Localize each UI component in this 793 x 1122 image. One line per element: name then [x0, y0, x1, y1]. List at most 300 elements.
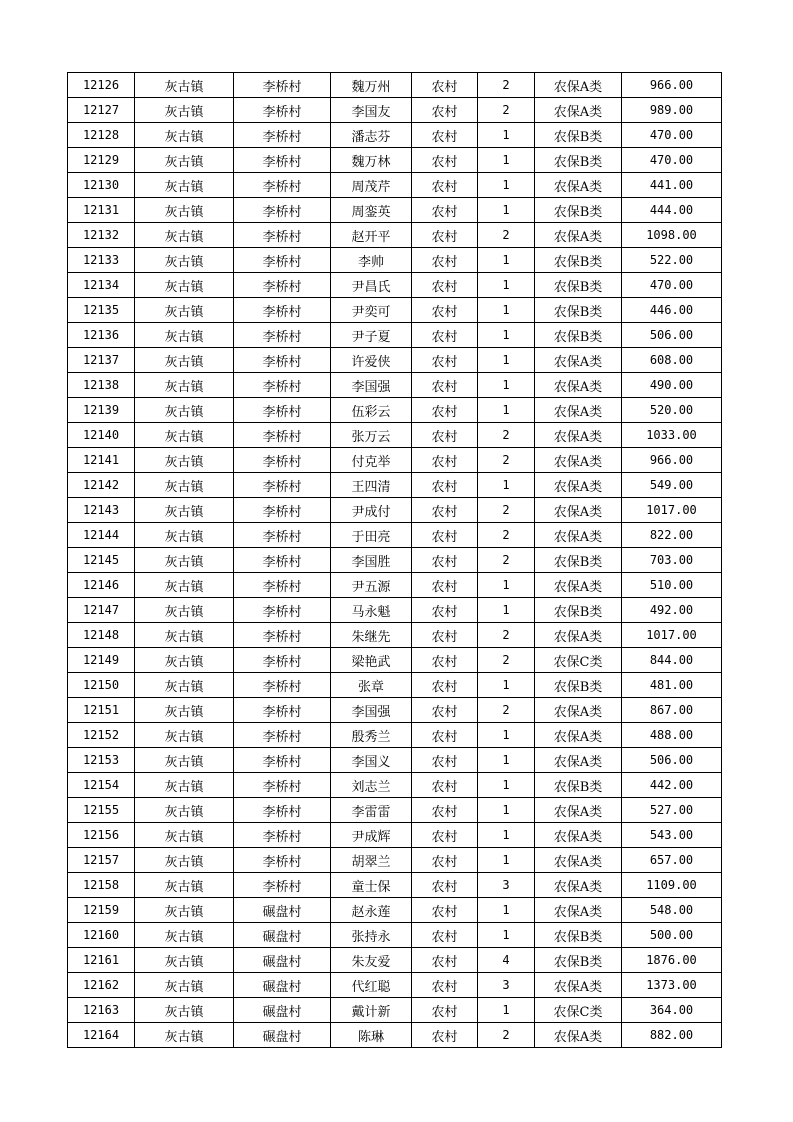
- village-cell: 碾盘村: [234, 923, 331, 948]
- table-row: [68, 248, 722, 273]
- village-cell: 碾盘村: [234, 998, 331, 1023]
- village-cell: 李桥村: [234, 273, 331, 298]
- person-count-cell: 1: [478, 148, 535, 173]
- name-cell: 赵开平: [331, 223, 412, 248]
- town-cell: 灰古镇: [135, 523, 234, 548]
- person-count-cell: 2: [478, 498, 535, 523]
- insurance-category-cell: 农保A类: [535, 873, 622, 898]
- town-cell: 灰古镇: [135, 623, 234, 648]
- insurance-category-cell: 农保A类: [535, 348, 622, 373]
- area-type-cell: 农村: [412, 948, 478, 973]
- name-cell: 李国义: [331, 748, 412, 773]
- table-row: [68, 973, 722, 998]
- insurance-category-cell: 农保A类: [535, 1023, 622, 1048]
- insurance-category-cell: 农保B类: [535, 923, 622, 948]
- name-cell: 魏万林: [331, 148, 412, 173]
- name-cell: 尹成辉: [331, 823, 412, 848]
- insurance-category-cell: 农保B类: [535, 198, 622, 223]
- record-id-cell: 12134: [68, 273, 135, 298]
- amount-cell: 490.00: [622, 373, 722, 398]
- town-cell: 灰古镇: [135, 723, 234, 748]
- table-row: [68, 448, 722, 473]
- insurance-category-cell: 农保A类: [535, 848, 622, 873]
- village-cell: 碾盘村: [234, 898, 331, 923]
- name-cell: 李国友: [331, 98, 412, 123]
- record-id-cell: 12162: [68, 973, 135, 998]
- area-type-cell: 农村: [412, 848, 478, 873]
- record-id-cell: 12164: [68, 1023, 135, 1048]
- table-row: [68, 323, 722, 348]
- area-type-cell: 农村: [412, 423, 478, 448]
- amount-cell: 506.00: [622, 748, 722, 773]
- record-id-cell: 12155: [68, 798, 135, 823]
- insurance-category-cell: 农保C类: [535, 998, 622, 1023]
- village-cell: 李桥村: [234, 723, 331, 748]
- record-id-cell: 12147: [68, 598, 135, 623]
- table-row: [68, 673, 722, 698]
- town-cell: 灰古镇: [135, 1023, 234, 1048]
- area-type-cell: 农村: [412, 523, 478, 548]
- town-cell: 灰古镇: [135, 673, 234, 698]
- village-cell: 李桥村: [234, 398, 331, 423]
- insurance-category-cell: 农保B类: [535, 148, 622, 173]
- name-cell: 童士保: [331, 873, 412, 898]
- table-row: [68, 273, 722, 298]
- person-count-cell: 1: [478, 373, 535, 398]
- area-type-cell: 农村: [412, 473, 478, 498]
- record-id-cell: 12126: [68, 73, 135, 98]
- area-type-cell: 农村: [412, 498, 478, 523]
- area-type-cell: 农村: [412, 173, 478, 198]
- person-count-cell: 1: [478, 298, 535, 323]
- area-type-cell: 农村: [412, 298, 478, 323]
- record-id-cell: 12129: [68, 148, 135, 173]
- area-type-cell: 农村: [412, 123, 478, 148]
- record-id-cell: 12133: [68, 248, 135, 273]
- table-row: [68, 598, 722, 623]
- person-count-cell: 1: [478, 173, 535, 198]
- name-cell: 尹子夏: [331, 323, 412, 348]
- name-cell: 李雷雷: [331, 798, 412, 823]
- insurance-category-cell: 农保B类: [535, 773, 622, 798]
- record-id-cell: 12148: [68, 623, 135, 648]
- village-cell: 李桥村: [234, 473, 331, 498]
- record-id-cell: 12128: [68, 123, 135, 148]
- area-type-cell: 农村: [412, 198, 478, 223]
- person-count-cell: 2: [478, 423, 535, 448]
- name-cell: 尹成付: [331, 498, 412, 523]
- village-cell: 李桥村: [234, 498, 331, 523]
- town-cell: 灰古镇: [135, 898, 234, 923]
- town-cell: 灰古镇: [135, 123, 234, 148]
- person-count-cell: 1: [478, 248, 535, 273]
- record-id-cell: 12131: [68, 198, 135, 223]
- name-cell: 代红聪: [331, 973, 412, 998]
- record-id-cell: 12160: [68, 923, 135, 948]
- person-count-cell: 2: [478, 223, 535, 248]
- town-cell: 灰古镇: [135, 573, 234, 598]
- person-count-cell: 1: [478, 998, 535, 1023]
- area-type-cell: 农村: [412, 98, 478, 123]
- amount-cell: 822.00: [622, 523, 722, 548]
- village-cell: 李桥村: [234, 598, 331, 623]
- village-cell: 李桥村: [234, 523, 331, 548]
- town-cell: 灰古镇: [135, 548, 234, 573]
- insurance-category-cell: 农保A类: [535, 423, 622, 448]
- table-row: [68, 773, 722, 798]
- record-id-cell: 12140: [68, 423, 135, 448]
- town-cell: 灰古镇: [135, 698, 234, 723]
- table-row: [68, 698, 722, 723]
- name-cell: 张章: [331, 673, 412, 698]
- area-type-cell: 农村: [412, 548, 478, 573]
- name-cell: 付克举: [331, 448, 412, 473]
- amount-cell: 441.00: [622, 173, 722, 198]
- insurance-category-cell: 农保A类: [535, 398, 622, 423]
- town-cell: 灰古镇: [135, 748, 234, 773]
- person-count-cell: 1: [478, 473, 535, 498]
- amount-cell: 364.00: [622, 998, 722, 1023]
- amount-cell: 444.00: [622, 198, 722, 223]
- record-id-cell: 12158: [68, 873, 135, 898]
- person-count-cell: 1: [478, 798, 535, 823]
- amount-cell: 1876.00: [622, 948, 722, 973]
- town-cell: 灰古镇: [135, 248, 234, 273]
- insurance-category-cell: 农保A类: [535, 523, 622, 548]
- person-count-cell: 1: [478, 898, 535, 923]
- village-cell: 李桥村: [234, 673, 331, 698]
- amount-cell: 966.00: [622, 448, 722, 473]
- name-cell: 李帅: [331, 248, 412, 273]
- amount-cell: 657.00: [622, 848, 722, 873]
- insurance-category-cell: 农保A类: [535, 623, 622, 648]
- amount-cell: 703.00: [622, 548, 722, 573]
- town-cell: 灰古镇: [135, 598, 234, 623]
- village-cell: 李桥村: [234, 698, 331, 723]
- town-cell: 灰古镇: [135, 398, 234, 423]
- name-cell: 赵永莲: [331, 898, 412, 923]
- table-row: [68, 348, 722, 373]
- amount-cell: 446.00: [622, 298, 722, 323]
- insurance-category-cell: 农保A类: [535, 723, 622, 748]
- person-count-cell: 1: [478, 723, 535, 748]
- name-cell: 张持永: [331, 923, 412, 948]
- village-cell: 李桥村: [234, 573, 331, 598]
- area-type-cell: 农村: [412, 273, 478, 298]
- town-cell: 灰古镇: [135, 998, 234, 1023]
- table-row: [68, 998, 722, 1023]
- town-cell: 灰古镇: [135, 948, 234, 973]
- amount-cell: 481.00: [622, 673, 722, 698]
- name-cell: 殷秀兰: [331, 723, 412, 748]
- insurance-category-cell: 农保A类: [535, 798, 622, 823]
- record-id-cell: 12145: [68, 548, 135, 573]
- insurance-category-cell: 农保B类: [535, 323, 622, 348]
- amount-cell: 1033.00: [622, 423, 722, 448]
- record-id-cell: 12150: [68, 673, 135, 698]
- record-id-cell: 12130: [68, 173, 135, 198]
- amount-cell: 966.00: [622, 73, 722, 98]
- amount-cell: 522.00: [622, 248, 722, 273]
- area-type-cell: 农村: [412, 673, 478, 698]
- insurance-category-cell: 农保A类: [535, 98, 622, 123]
- record-id-cell: 12151: [68, 698, 135, 723]
- record-id-cell: 12127: [68, 98, 135, 123]
- town-cell: 灰古镇: [135, 423, 234, 448]
- insurance-category-cell: 农保B类: [535, 673, 622, 698]
- village-cell: 李桥村: [234, 348, 331, 373]
- insurance-category-cell: 农保A类: [535, 173, 622, 198]
- insurance-category-cell: 农保A类: [535, 823, 622, 848]
- person-count-cell: 3: [478, 973, 535, 998]
- table-row: [68, 723, 722, 748]
- record-id-cell: 12163: [68, 998, 135, 1023]
- amount-cell: 543.00: [622, 823, 722, 848]
- area-type-cell: 农村: [412, 648, 478, 673]
- amount-cell: 844.00: [622, 648, 722, 673]
- table-row: [68, 173, 722, 198]
- area-type-cell: 农村: [412, 373, 478, 398]
- amount-cell: 470.00: [622, 123, 722, 148]
- insurance-category-cell: 农保B类: [535, 548, 622, 573]
- record-id-cell: 12143: [68, 498, 135, 523]
- table-row: [68, 623, 722, 648]
- table-row: [68, 73, 722, 98]
- name-cell: 尹奕可: [331, 298, 412, 323]
- amount-cell: 549.00: [622, 473, 722, 498]
- person-count-cell: 1: [478, 398, 535, 423]
- insurance-category-cell: 农保B类: [535, 248, 622, 273]
- area-type-cell: 农村: [412, 973, 478, 998]
- table-row: [68, 823, 722, 848]
- person-count-cell: 1: [478, 573, 535, 598]
- town-cell: 灰古镇: [135, 848, 234, 873]
- table-row: [68, 798, 722, 823]
- insurance-category-cell: 农保A类: [535, 498, 622, 523]
- insurance-category-cell: 农保A类: [535, 223, 622, 248]
- village-cell: 李桥村: [234, 73, 331, 98]
- amount-cell: 1373.00: [622, 973, 722, 998]
- insurance-category-cell: 农保A类: [535, 473, 622, 498]
- record-id-cell: 12137: [68, 348, 135, 373]
- village-cell: 李桥村: [234, 548, 331, 573]
- record-id-cell: 12139: [68, 398, 135, 423]
- amount-cell: 882.00: [622, 1023, 722, 1048]
- amount-cell: 520.00: [622, 398, 722, 423]
- table-row: [68, 198, 722, 223]
- name-cell: 李国胜: [331, 548, 412, 573]
- person-count-cell: 1: [478, 123, 535, 148]
- name-cell: 王四清: [331, 473, 412, 498]
- table-row: [68, 923, 722, 948]
- village-cell: 李桥村: [234, 648, 331, 673]
- village-cell: 李桥村: [234, 98, 331, 123]
- person-count-cell: 4: [478, 948, 535, 973]
- table-row: [68, 398, 722, 423]
- insurance-category-cell: 农保B类: [535, 123, 622, 148]
- person-count-cell: 3: [478, 873, 535, 898]
- person-count-cell: 2: [478, 1023, 535, 1048]
- person-count-cell: 2: [478, 523, 535, 548]
- town-cell: 灰古镇: [135, 273, 234, 298]
- person-count-cell: 1: [478, 323, 535, 348]
- amount-cell: 500.00: [622, 923, 722, 948]
- area-type-cell: 农村: [412, 148, 478, 173]
- person-count-cell: 1: [478, 673, 535, 698]
- amount-cell: 867.00: [622, 698, 722, 723]
- insurance-category-cell: 农保B类: [535, 298, 622, 323]
- area-type-cell: 农村: [412, 823, 478, 848]
- record-id-cell: 12135: [68, 298, 135, 323]
- person-count-cell: 1: [478, 848, 535, 873]
- area-type-cell: 农村: [412, 998, 478, 1023]
- village-cell: 李桥村: [234, 848, 331, 873]
- table-row: [68, 748, 722, 773]
- amount-cell: 470.00: [622, 148, 722, 173]
- insurance-category-cell: 农保A类: [535, 898, 622, 923]
- village-cell: 李桥村: [234, 423, 331, 448]
- town-cell: 灰古镇: [135, 173, 234, 198]
- person-count-cell: 2: [478, 98, 535, 123]
- village-cell: 李桥村: [234, 373, 331, 398]
- area-type-cell: 农村: [412, 748, 478, 773]
- name-cell: 于田亮: [331, 523, 412, 548]
- area-type-cell: 农村: [412, 223, 478, 248]
- area-type-cell: 农村: [412, 448, 478, 473]
- town-cell: 灰古镇: [135, 973, 234, 998]
- table-row: [68, 148, 722, 173]
- area-type-cell: 农村: [412, 698, 478, 723]
- amount-cell: 492.00: [622, 598, 722, 623]
- record-id-cell: 12141: [68, 448, 135, 473]
- insurance-category-cell: 农保A类: [535, 973, 622, 998]
- village-cell: 李桥村: [234, 123, 331, 148]
- person-count-cell: 1: [478, 748, 535, 773]
- village-cell: 碾盘村: [234, 948, 331, 973]
- person-count-cell: 2: [478, 648, 535, 673]
- name-cell: 魏万州: [331, 73, 412, 98]
- amount-cell: 527.00: [622, 798, 722, 823]
- town-cell: 灰古镇: [135, 923, 234, 948]
- name-cell: 朱继先: [331, 623, 412, 648]
- name-cell: 胡翠兰: [331, 848, 412, 873]
- insurance-category-cell: 农保B类: [535, 273, 622, 298]
- amount-cell: 1017.00: [622, 623, 722, 648]
- record-id-cell: 12136: [68, 323, 135, 348]
- table-row: [68, 98, 722, 123]
- village-cell: 李桥村: [234, 798, 331, 823]
- town-cell: 灰古镇: [135, 773, 234, 798]
- records-table: [67, 72, 722, 1048]
- table-row: [68, 873, 722, 898]
- town-cell: 灰古镇: [135, 348, 234, 373]
- village-cell: 李桥村: [234, 248, 331, 273]
- town-cell: 灰古镇: [135, 323, 234, 348]
- insurance-category-cell: 农保B类: [535, 598, 622, 623]
- town-cell: 灰古镇: [135, 98, 234, 123]
- village-cell: 李桥村: [234, 223, 331, 248]
- area-type-cell: 农村: [412, 873, 478, 898]
- name-cell: 尹五源: [331, 573, 412, 598]
- village-cell: 李桥村: [234, 323, 331, 348]
- town-cell: 灰古镇: [135, 373, 234, 398]
- insurance-category-cell: 农保A类: [535, 73, 622, 98]
- insurance-category-cell: 农保B类: [535, 948, 622, 973]
- record-id-cell: 12153: [68, 748, 135, 773]
- record-id-cell: 12146: [68, 573, 135, 598]
- village-cell: 李桥村: [234, 773, 331, 798]
- record-id-cell: 12159: [68, 898, 135, 923]
- town-cell: 灰古镇: [135, 648, 234, 673]
- name-cell: 刘志兰: [331, 773, 412, 798]
- amount-cell: 470.00: [622, 273, 722, 298]
- name-cell: 伍彩云: [331, 398, 412, 423]
- name-cell: 朱友爱: [331, 948, 412, 973]
- name-cell: 张万云: [331, 423, 412, 448]
- area-type-cell: 农村: [412, 573, 478, 598]
- table-row: [68, 373, 722, 398]
- table-row: [68, 473, 722, 498]
- record-id-cell: 12142: [68, 473, 135, 498]
- name-cell: 李国强: [331, 698, 412, 723]
- insurance-category-cell: 农保A类: [535, 448, 622, 473]
- amount-cell: 442.00: [622, 773, 722, 798]
- table-row: [68, 948, 722, 973]
- table-row: [68, 848, 722, 873]
- amount-cell: 510.00: [622, 573, 722, 598]
- area-type-cell: 农村: [412, 898, 478, 923]
- area-type-cell: 农村: [412, 623, 478, 648]
- person-count-cell: 1: [478, 823, 535, 848]
- record-id-cell: 12161: [68, 948, 135, 973]
- town-cell: 灰古镇: [135, 823, 234, 848]
- area-type-cell: 农村: [412, 73, 478, 98]
- name-cell: 周銮英: [331, 198, 412, 223]
- town-cell: 灰古镇: [135, 873, 234, 898]
- village-cell: 李桥村: [234, 173, 331, 198]
- table-row: [68, 423, 722, 448]
- person-count-cell: 2: [478, 548, 535, 573]
- name-cell: 戴计新: [331, 998, 412, 1023]
- person-count-cell: 1: [478, 198, 535, 223]
- table-row: [68, 648, 722, 673]
- name-cell: 李国强: [331, 373, 412, 398]
- amount-cell: 608.00: [622, 348, 722, 373]
- person-count-cell: 1: [478, 598, 535, 623]
- table-row: [68, 223, 722, 248]
- person-count-cell: 2: [478, 73, 535, 98]
- town-cell: 灰古镇: [135, 298, 234, 323]
- person-count-cell: 1: [478, 923, 535, 948]
- person-count-cell: 2: [478, 698, 535, 723]
- table-row: [68, 1023, 722, 1048]
- amount-cell: 989.00: [622, 98, 722, 123]
- area-type-cell: 农村: [412, 723, 478, 748]
- village-cell: 李桥村: [234, 148, 331, 173]
- amount-cell: 488.00: [622, 723, 722, 748]
- person-count-cell: 2: [478, 448, 535, 473]
- village-cell: 李桥村: [234, 448, 331, 473]
- area-type-cell: 农村: [412, 398, 478, 423]
- village-cell: 李桥村: [234, 298, 331, 323]
- record-id-cell: 12144: [68, 523, 135, 548]
- town-cell: 灰古镇: [135, 223, 234, 248]
- record-id-cell: 12152: [68, 723, 135, 748]
- record-id-cell: 12156: [68, 823, 135, 848]
- record-id-cell: 12154: [68, 773, 135, 798]
- table-body: [68, 73, 722, 1048]
- record-id-cell: 12157: [68, 848, 135, 873]
